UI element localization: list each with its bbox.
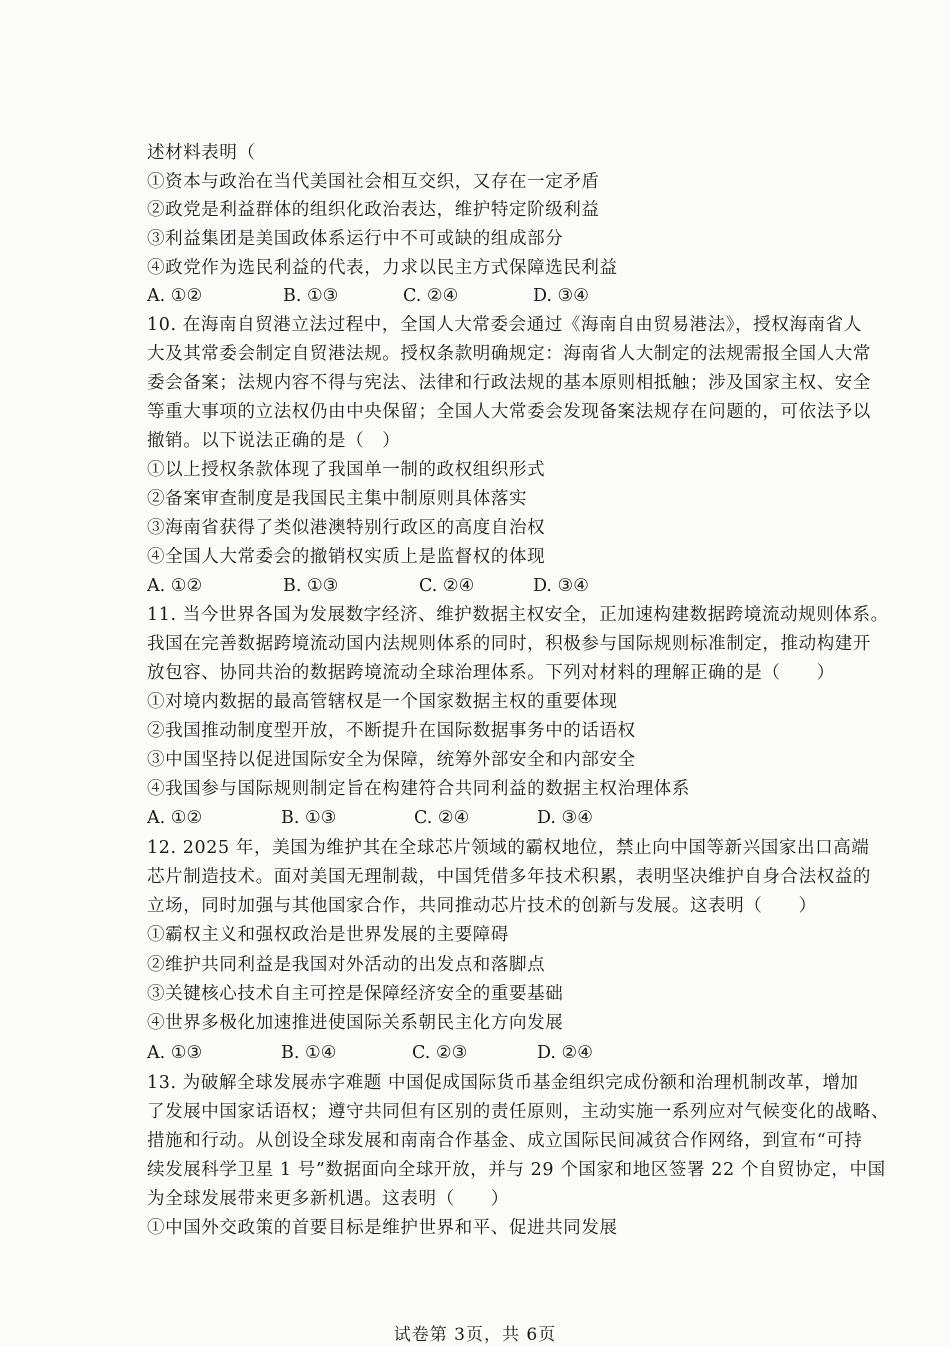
question-11-stem: 放包容、协同共治的数据跨境流动全球治理体系。下列对材料的理解正确的是（ ）	[147, 663, 835, 683]
option-d: D. ③④	[533, 576, 589, 596]
question-10-stem: 委会备案；法规内容不得与宪法、法律和行政法规的基本原则相抵触；涉及国家主权、安全	[147, 373, 871, 393]
statement-line: ④我国参与国际规则制定旨在构建符合共同利益的数据主权治理体系	[147, 779, 690, 799]
question-13-stem: 措施和行动。从创设全球发展和南南合作基金、成立国际民间减贫合作网络，到宣布“可持	[147, 1131, 863, 1151]
statement-line: ③中国坚持以促进国际安全为保障，统筹外部安全和内部安全	[147, 750, 636, 770]
option-a: A. ①②	[147, 808, 203, 828]
option-b: B. ①④	[281, 1043, 337, 1063]
statement-line: ②维护共同利益是我国对外活动的出发点和落脚点	[147, 955, 546, 975]
question-9-stem: 述材料表明（	[147, 143, 256, 163]
question-11-stem: 我国在完善数据跨境流动国内法规则体系的同时，积极参与国际规则标准制定，推动构建开	[147, 634, 871, 654]
statement-line: ④政党作为选民利益的代表，力求以民主方式保障选民利益	[147, 258, 618, 278]
option-c: C. ②③	[412, 1043, 468, 1063]
option-b: B. ①③	[283, 286, 339, 306]
statement-line: ②政党是利益群体的组织化政治表达，维护特定阶级利益	[147, 200, 600, 220]
option-c: C. ②④	[414, 808, 470, 828]
question-13-stem: 了发展中国家话语权；遵守共同但有区别的责任原则，主动实施一系列应对气候变化的战略、	[147, 1102, 890, 1122]
option-c: C. ②④	[419, 576, 475, 596]
statement-line: ①以上授权条款体现了我国单一制的政权组织形式	[147, 460, 546, 480]
statement-line: ④世界多极化加速推进使国际关系朝民主化方向发展	[147, 1013, 564, 1033]
statement-line: ①霸权主义和强权政治是世界发展的主要障碍	[147, 925, 509, 945]
question-10-stem: 大及其常委会制定自贸港法规。授权条款明确规定：海南省人大制定的法规需报全国人大常	[147, 344, 871, 364]
option-d: D. ③④	[533, 286, 589, 306]
option-a: A. ①③	[147, 1043, 203, 1063]
option-a: A. ①②	[147, 576, 203, 596]
question-10-stem: 10. 在海南自贸港立法过程中，全国人大常委会通过《海南自由贸易港法》，授权海南省人	[147, 315, 862, 335]
question-12-stem: 立场，同时加强与其他国家合作，共同推动芯片技术的创新与发展。这表明（ ）	[147, 896, 817, 916]
option-b: B. ①③	[281, 808, 337, 828]
statement-line: ①中国外交政策的首要目标是维护世界和平、促进共同发展	[147, 1218, 618, 1238]
option-a: A. ①②	[147, 286, 203, 306]
question-13-stem: 续发展科学卫星 1 号”数据面向全球开放，并与 29 个国家和地区签署 22 个自贸协定，中国	[147, 1160, 886, 1180]
question-10-stem: 撤销。以下说法正确的是（ ）	[147, 431, 401, 451]
option-d: D. ③④	[537, 808, 593, 828]
question-13-stem: 13. 为破解全球发展赤字难题 中国促成国际货币基金组织完成份额和治理机制改革，增加	[147, 1073, 859, 1093]
page-footer: 试卷第 3页，共 6页	[393, 1325, 557, 1345]
statement-line: ①资本与政治在当代美国社会相互交织，又存在一定矛盾	[147, 172, 600, 192]
question-12-stem: 芯片制造技术。面对美国无理制裁，中国凭借多年技术积累，表明坚决维护自身合法权益的	[147, 867, 871, 887]
option-b: B. ①③	[283, 576, 339, 596]
question-13-stem: 为全球发展带来更多新机遇。这表明（ ）	[147, 1189, 509, 1209]
question-12-stem: 12. 2025 年，美国为维护其在全球芯片领域的霸权地位，禁止向中国等新兴国家出口高端	[147, 838, 870, 858]
question-10-stem: 等重大事项的立法权仍由中央保留；全国人大常委会发现备案法规存在问题的，可依法予以	[147, 402, 871, 422]
statement-line: ①对境内数据的最高管辖权是一个国家数据主权的重要体现	[147, 692, 618, 712]
statement-line: ③海南省获得了类似港澳特别行政区的高度自治权	[147, 518, 546, 538]
statement-line: ④全国人大常委会的撤销权实质上是监督权的体现	[147, 547, 546, 567]
question-11-stem: 11. 当今世界各国为发展数字经济、维护数据主权安全，正加速构建数据跨境流动规则体系。	[147, 605, 889, 625]
statement-line: ②备案审查制度是我国民主集中制原则具体落实	[147, 489, 528, 509]
option-d: D. ②④	[537, 1043, 593, 1063]
statement-line: ③利益集团是美国政体系运行中不可或缺的组成部分	[147, 229, 564, 249]
option-c: C. ②④	[403, 286, 459, 306]
statement-line: ②我国推动制度型开放，不断提升在国际数据事务中的话语权	[147, 721, 636, 741]
statement-line: ③关键核心技术自主可控是保障经济安全的重要基础	[147, 984, 564, 1004]
